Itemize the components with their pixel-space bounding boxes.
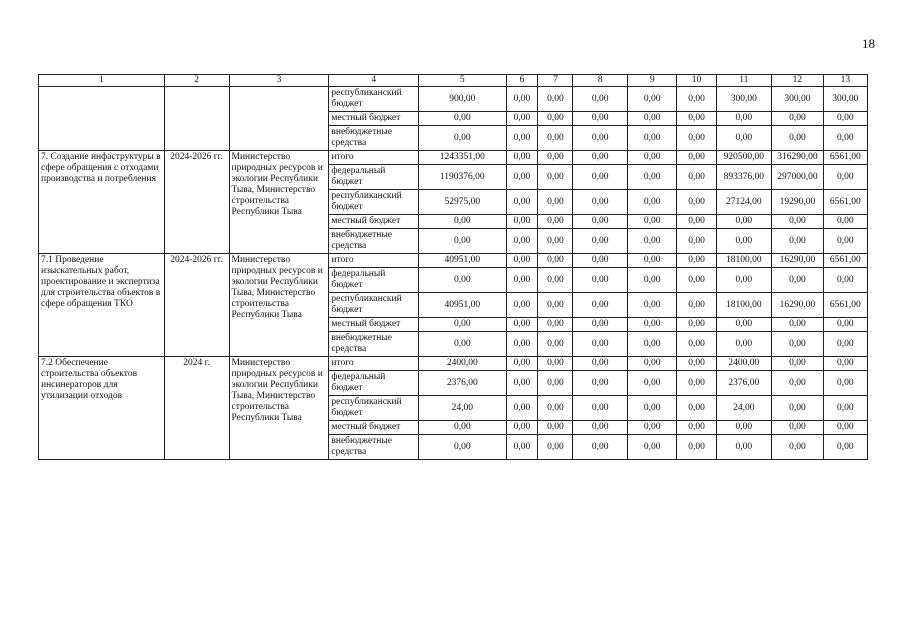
amount-cell: 0,00 [677,421,716,435]
amount-cell: 0,00 [677,126,716,151]
funding-source: местный бюджет [329,215,419,229]
amount-cell: 0,00 [573,112,628,126]
amount-cell: 0,00 [628,357,677,371]
amount-cell: 0,00 [677,396,716,421]
amount-cell: 0,00 [538,215,573,229]
funding-source: федеральный бюджет [329,165,419,190]
amount-cell: 0,00 [823,435,867,460]
amount-cell: 6561,00 [823,293,867,318]
amount-cell: 0,00 [677,268,716,293]
amount-cell: 0,00 [628,215,677,229]
amount-cell: 300,00 [823,87,867,112]
amount-cell: 0,00 [677,165,716,190]
amount-cell: 0,00 [772,215,823,229]
measure-years: 2024-2026 гг. [164,254,229,357]
amount-cell: 0,00 [716,229,772,254]
amount-cell: 0,00 [538,112,573,126]
amount-cell: 0,00 [418,421,506,435]
amount-cell: 0,00 [538,254,573,268]
funding-source: местный бюджет [329,421,419,435]
column-header-7: 7 [538,75,573,87]
measure-executor: Министерство природных ресурсов и экологии Республики Тыва, Министерство строительства Республики Тыва [229,151,329,254]
amount-cell: 920500,00 [716,151,772,165]
funding-source: республиканский бюджет [329,87,419,112]
funding-source: местный бюджет [329,112,419,126]
amount-cell: 0,00 [573,357,628,371]
column-header-12: 12 [772,75,823,87]
measure-years: 2024-2026 гг. [164,151,229,254]
amount-cell: 24,00 [716,396,772,421]
amount-cell: 0,00 [628,371,677,396]
measure-name: 7.2 Обеспечение строительства объектов инсинераторов для утилизации отходов [39,357,165,460]
amount-cell: 0,00 [677,293,716,318]
amount-cell: 0,00 [418,229,506,254]
amount-cell: 0,00 [538,293,573,318]
amount-cell: 0,00 [628,87,677,112]
amount-cell: 0,00 [823,229,867,254]
amount-cell: 0,00 [772,318,823,332]
amount-cell: 0,00 [573,151,628,165]
measure-name: 7.1 Проведение изыскательных работ, проектирование и экспертиза для строительства объектов в сфере обращения ТКО [39,254,165,357]
amount-cell: 0,00 [538,87,573,112]
amount-cell: 0,00 [538,190,573,215]
amount-cell: 0,00 [538,435,573,460]
amount-cell: 0,00 [716,318,772,332]
amount-cell: 6561,00 [823,151,867,165]
amount-cell: 0,00 [418,332,506,357]
amount-cell: 0,00 [677,190,716,215]
amount-cell: 0,00 [506,215,538,229]
amount-cell: 900,00 [418,87,506,112]
budget-table [38,74,868,460]
column-header-2: 2 [164,75,229,87]
amount-cell: 0,00 [573,396,628,421]
amount-cell: 52975,00 [418,190,506,215]
amount-cell: 893376,00 [716,165,772,190]
amount-cell: 300,00 [716,87,772,112]
column-header-6: 6 [506,75,538,87]
amount-cell: 0,00 [823,215,867,229]
amount-cell: 0,00 [628,421,677,435]
amount-cell: 0,00 [716,112,772,126]
header-row [39,75,868,87]
amount-cell: 0,00 [772,421,823,435]
amount-cell: 0,00 [716,268,772,293]
amount-cell: 24,00 [418,396,506,421]
column-header-11: 11 [716,75,772,87]
amount-cell: 0,00 [628,229,677,254]
amount-cell: 0,00 [716,126,772,151]
amount-cell: 0,00 [506,357,538,371]
funding-source: федеральный бюджет [329,371,419,396]
amount-cell: 0,00 [772,229,823,254]
amount-cell: 0,00 [677,112,716,126]
amount-cell: 0,00 [538,357,573,371]
amount-cell: 0,00 [573,229,628,254]
page-number: 18 [862,36,875,51]
funding-source: внебюджетные средства [329,332,419,357]
amount-cell: 0,00 [823,396,867,421]
amount-cell: 0,00 [823,318,867,332]
amount-cell: 0,00 [506,190,538,215]
amount-cell: 0,00 [506,87,538,112]
amount-cell: 0,00 [823,112,867,126]
amount-cell: 0,00 [418,126,506,151]
amount-cell: 2376,00 [418,371,506,396]
amount-cell: 0,00 [573,190,628,215]
amount-cell: 0,00 [677,87,716,112]
table-row [39,357,868,371]
amount-cell: 0,00 [823,357,867,371]
amount-cell: 2400,00 [418,357,506,371]
amount-cell: 0,00 [418,318,506,332]
amount-cell: 316290,00 [772,151,823,165]
amount-cell: 27124,00 [716,190,772,215]
amount-cell: 0,00 [538,151,573,165]
amount-cell: 2400,00 [716,357,772,371]
amount-cell: 0,00 [628,268,677,293]
funding-source: республиканский бюджет [329,293,419,318]
amount-cell: 0,00 [506,396,538,421]
amount-cell: 0,00 [677,371,716,396]
amount-cell: 0,00 [573,318,628,332]
funding-source: федеральный бюджет [329,268,419,293]
amount-cell: 0,00 [506,254,538,268]
amount-cell: 0,00 [538,126,573,151]
amount-cell: 0,00 [573,371,628,396]
funding-source: внебюджетные средства [329,126,419,151]
amount-cell: 0,00 [677,215,716,229]
amount-cell: 0,00 [772,435,823,460]
funding-source: внебюджетные средства [329,435,419,460]
amount-cell: 0,00 [677,254,716,268]
measure-name: 7. Создание инфаструктуры в сфере обращения с отходами производства и потребления [39,151,165,254]
amount-cell: 6561,00 [823,254,867,268]
amount-cell: 0,00 [677,357,716,371]
column-header-3: 3 [229,75,329,87]
table-row [39,151,868,165]
amount-cell: 0,00 [538,165,573,190]
amount-cell: 0,00 [506,318,538,332]
amount-cell: 0,00 [628,396,677,421]
amount-cell: 0,00 [418,112,506,126]
amount-cell: 0,00 [538,421,573,435]
amount-cell: 6561,00 [823,190,867,215]
amount-cell: 0,00 [506,165,538,190]
amount-cell: 0,00 [677,435,716,460]
amount-cell: 0,00 [418,215,506,229]
amount-cell: 297000,00 [772,165,823,190]
table-body [39,87,868,460]
amount-cell: 0,00 [538,229,573,254]
amount-cell: 18100,00 [716,254,772,268]
funding-source: местный бюджет [329,318,419,332]
funding-source: республиканский бюджет [329,396,419,421]
funding-source: итого [329,254,419,268]
amount-cell: 0,00 [538,268,573,293]
measure-executor: Министерство природных ресурсов и экологии Республики Тыва, Министерство строительства Республики Тыва [229,357,329,460]
amount-cell: 19290,00 [772,190,823,215]
amount-cell: 0,00 [418,268,506,293]
amount-cell: 0,00 [823,332,867,357]
funding-source: республиканский бюджет [329,190,419,215]
amount-cell: 0,00 [716,421,772,435]
amount-cell: 0,00 [506,293,538,318]
amount-cell: 0,00 [823,126,867,151]
amount-cell: 0,00 [716,215,772,229]
column-header-5: 5 [418,75,506,87]
amount-cell: 1190376,00 [418,165,506,190]
amount-cell: 16290,00 [772,293,823,318]
amount-cell: 40951,00 [418,254,506,268]
measure-name [39,87,165,151]
amount-cell: 0,00 [716,435,772,460]
table-row [39,87,868,112]
amount-cell: 0,00 [418,435,506,460]
amount-cell: 0,00 [573,87,628,112]
amount-cell: 0,00 [677,332,716,357]
amount-cell: 0,00 [628,318,677,332]
amount-cell: 0,00 [628,165,677,190]
amount-cell: 0,00 [573,332,628,357]
amount-cell: 40951,00 [418,293,506,318]
amount-cell: 0,00 [538,396,573,421]
amount-cell: 0,00 [506,151,538,165]
amount-cell: 0,00 [823,421,867,435]
amount-cell: 0,00 [628,151,677,165]
amount-cell: 1243351,00 [418,151,506,165]
amount-cell: 300,00 [772,87,823,112]
amount-cell: 0,00 [538,332,573,357]
funding-source: внебюджетные средства [329,229,419,254]
amount-cell: 0,00 [573,293,628,318]
funding-source: итого [329,151,419,165]
amount-cell: 0,00 [506,421,538,435]
amount-cell: 18100,00 [716,293,772,318]
amount-cell: 0,00 [538,318,573,332]
column-header-4: 4 [329,75,419,87]
amount-cell: 0,00 [772,371,823,396]
measure-executor [229,87,329,151]
column-header-13: 13 [823,75,867,87]
amount-cell: 0,00 [573,215,628,229]
amount-cell: 0,00 [772,396,823,421]
amount-cell: 0,00 [506,229,538,254]
amount-cell: 0,00 [628,254,677,268]
amount-cell: 0,00 [772,357,823,371]
amount-cell: 0,00 [506,126,538,151]
column-header-10: 10 [677,75,716,87]
amount-cell: 0,00 [573,421,628,435]
amount-cell: 2376,00 [716,371,772,396]
amount-cell: 0,00 [573,435,628,460]
amount-cell: 0,00 [573,254,628,268]
amount-cell: 0,00 [677,318,716,332]
amount-cell: 0,00 [628,435,677,460]
amount-cell: 0,00 [628,332,677,357]
amount-cell: 0,00 [772,332,823,357]
amount-cell: 0,00 [628,190,677,215]
amount-cell: 0,00 [573,268,628,293]
amount-cell: 0,00 [573,126,628,151]
funding-source: итого [329,357,419,371]
amount-cell: 0,00 [772,126,823,151]
amount-cell: 0,00 [823,165,867,190]
amount-cell: 16290,00 [772,254,823,268]
amount-cell: 0,00 [677,229,716,254]
amount-cell: 0,00 [506,371,538,396]
amount-cell: 0,00 [573,165,628,190]
amount-cell: 0,00 [506,435,538,460]
measure-years: 2024 г. [164,357,229,460]
table-row [39,254,868,268]
amount-cell: 0,00 [506,268,538,293]
amount-cell: 0,00 [628,293,677,318]
amount-cell: 0,00 [772,112,823,126]
column-header-8: 8 [573,75,628,87]
amount-cell: 0,00 [677,151,716,165]
amount-cell: 0,00 [628,112,677,126]
measure-years [164,87,229,151]
amount-cell: 0,00 [823,371,867,396]
amount-cell: 0,00 [538,371,573,396]
amount-cell: 0,00 [772,268,823,293]
amount-cell: 0,00 [823,268,867,293]
amount-cell: 0,00 [716,332,772,357]
column-header-1: 1 [39,75,165,87]
amount-cell: 0,00 [628,126,677,151]
amount-cell: 0,00 [506,332,538,357]
amount-cell: 0,00 [506,112,538,126]
column-header-9: 9 [628,75,677,87]
measure-executor: Министерство природных ресурсов и экологии Республики Тыва, Министерство строительства Республики Тыва [229,254,329,357]
